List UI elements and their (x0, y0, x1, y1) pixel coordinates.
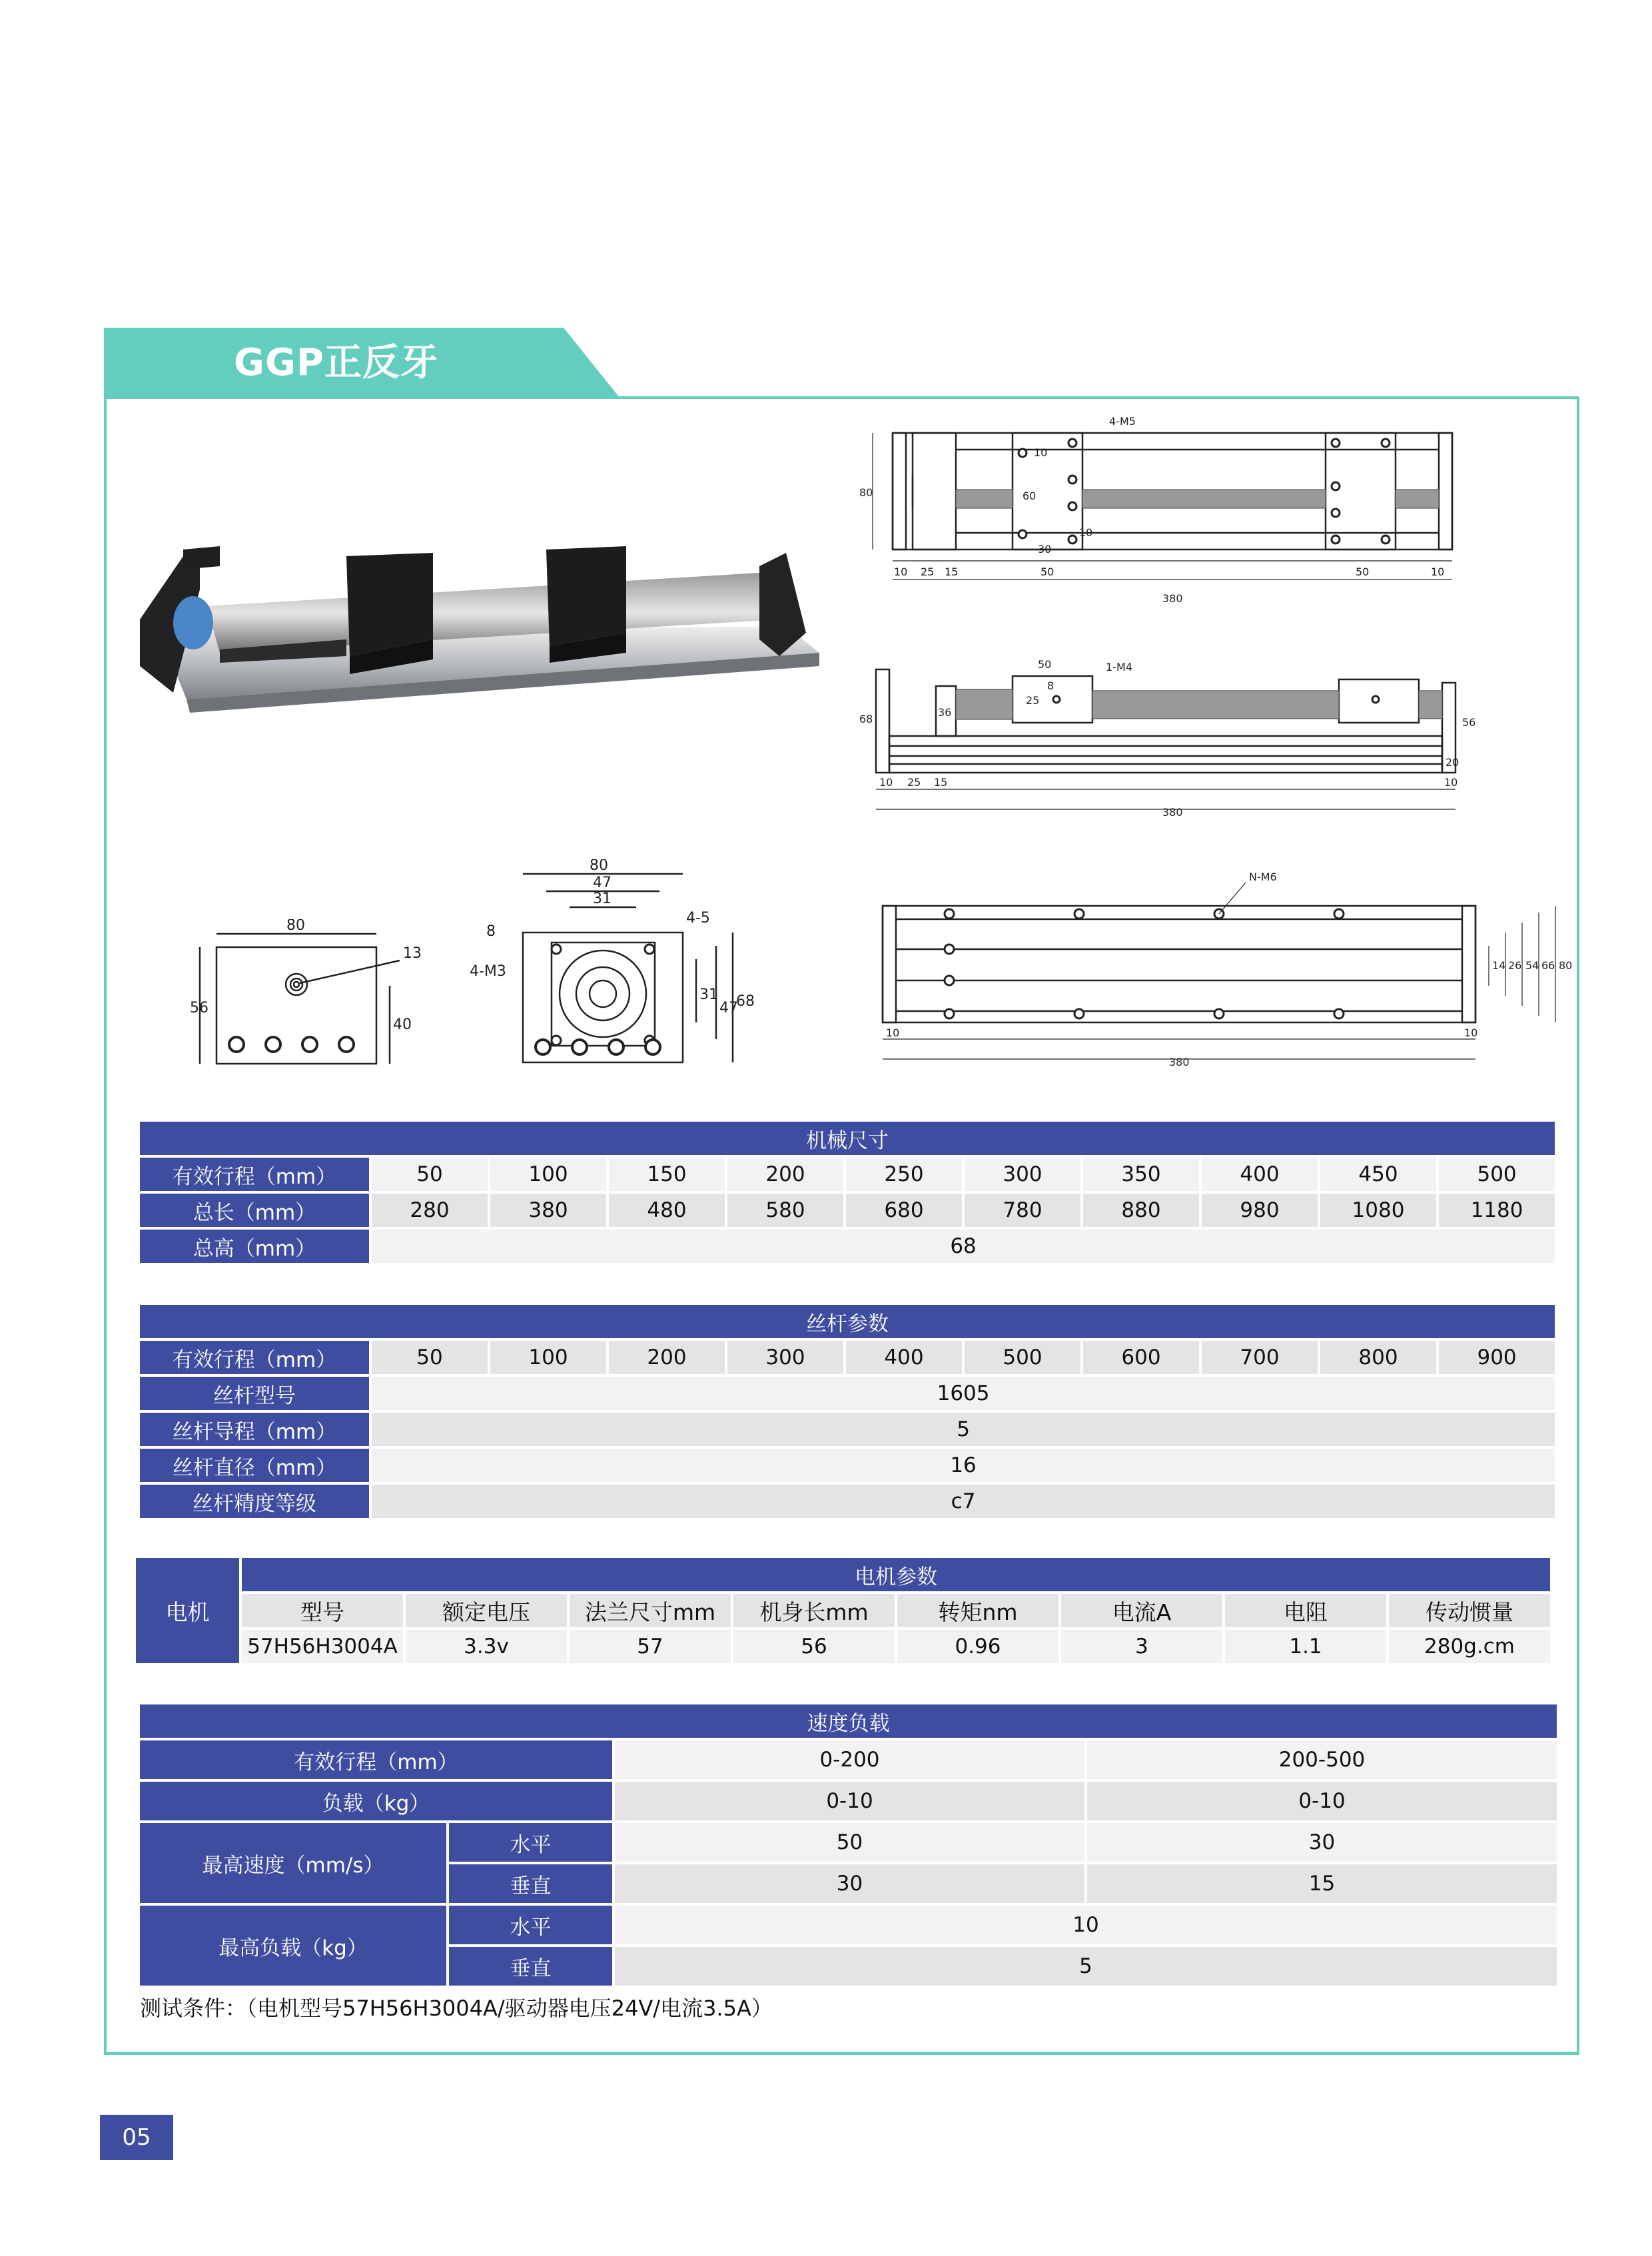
dim-label: 4-M5 (1109, 415, 1136, 428)
dim-label: 54 (1525, 959, 1539, 972)
table-row: 丝杆导程（mm） 5 (140, 1413, 1555, 1446)
table-row: 最高负载（kg） 水平 10 (140, 1906, 1557, 1944)
drawing-end-view-a (187, 919, 433, 1072)
dim-label: 25 (1026, 694, 1040, 707)
dim-label: 36 (938, 706, 952, 719)
table-speed-load (137, 1702, 1559, 1988)
table-row: 垂直 5 (140, 1947, 1557, 1986)
table-title: 速度负载 (140, 1704, 1557, 1738)
dim-label: 15 (945, 565, 959, 578)
table-row: 最高速度（mm/s） 水平 50 30 (140, 1823, 1557, 1862)
table-row: 丝杆型号 1605 (140, 1377, 1555, 1410)
dim-label: 8 (486, 923, 496, 940)
table-row: 总长（mm） 280 380 480 580 680 780 880 980 1080 1180 (140, 1194, 1555, 1227)
dim-label: 31 (593, 891, 612, 907)
dim-label: 13 (403, 945, 422, 962)
dim-label: 10 (1464, 1026, 1478, 1039)
dim-label: 25 (907, 776, 921, 789)
dim-label: 14 (1492, 959, 1506, 972)
table-title: 丝杆参数 (140, 1305, 1555, 1338)
dim-label: 40 (393, 1016, 412, 1033)
dim-label: 10 (1034, 446, 1048, 459)
table-row: 有效行程（mm） 50 100 150 200 250 300 350 400 450 500 (140, 1158, 1555, 1191)
dim-label: 47 (719, 1000, 738, 1016)
dim-label: 380 (1169, 1056, 1190, 1068)
table-row: 57H56H3004A 3.3v 57 56 0.96 3 1.1 280g.cm (136, 1630, 1550, 1663)
dim-label: 56 (1462, 716, 1476, 729)
dim-label: 4-5 (686, 910, 710, 927)
dim-label: 68 (736, 993, 755, 1010)
table-row: 有效行程（mm） 50 100 200 300 400 500 600 700 800 900 (140, 1341, 1555, 1374)
dim-label: 68 (859, 713, 873, 725)
dim-label: 80 (1559, 959, 1573, 972)
table-row: 有效行程（mm） 0-200 200-500 (140, 1740, 1557, 1779)
dim-label: 10 (1444, 776, 1458, 789)
dim-label: 50 (1038, 658, 1052, 671)
dim-label: 47 (593, 875, 612, 891)
dim-label: 26 (1508, 959, 1522, 972)
dim-label: 20 (1446, 756, 1459, 769)
table-title: 电机参数 (242, 1558, 1550, 1591)
dim-label: 50 (1040, 565, 1054, 578)
table-mechanical (137, 1119, 1557, 1266)
dim-label: 56 (190, 1000, 208, 1016)
dim-label: 66 (1541, 959, 1555, 972)
table-row: 型号 额定电压 法兰尺寸mm 机身长mm 转矩nm 电流A 电阻 传动惯量 (136, 1594, 1550, 1627)
table-screw (137, 1302, 1557, 1521)
drawing-top-view (859, 413, 1492, 613)
page-title: GGP正反牙 (234, 341, 438, 384)
dim-label: 25 (921, 565, 935, 578)
drawing-side-view (859, 649, 1492, 823)
dim-label: N-M6 (1249, 871, 1277, 883)
table-motor (133, 1555, 1553, 1666)
dim-label: 80 (286, 919, 305, 934)
dim-label: 8 (1047, 679, 1054, 692)
dim-label: 60 (1023, 490, 1036, 502)
dim-label: 1-M4 (1106, 661, 1132, 673)
dim-label: 380 (1162, 592, 1183, 605)
dim-label: 10 (886, 1026, 900, 1039)
dim-label: 10 (879, 776, 893, 789)
page-number: 05 (100, 2115, 173, 2160)
drawing-end-view-b (460, 859, 766, 1072)
table-row: 负载（kg） 0-10 0-10 (140, 1782, 1557, 1820)
dim-label: 15 (934, 776, 948, 789)
dim-label: 380 (1162, 806, 1183, 819)
product-photo (120, 526, 826, 726)
dim-label: 50 (1356, 565, 1370, 578)
dim-label: 10 (894, 565, 908, 578)
table-row: 垂直 30 15 (140, 1864, 1557, 1903)
dim-label: 80 (590, 859, 608, 874)
table-row: 丝杆精度等级 c7 (140, 1485, 1555, 1518)
table-title: 机械尺寸 (140, 1122, 1555, 1155)
table-row: 总高（mm） 68 (140, 1230, 1555, 1263)
dim-label: 4-M3 (470, 963, 506, 980)
dim-label: 31 (699, 986, 718, 1003)
motor-side-label: 电机 (136, 1558, 239, 1663)
dim-label: 10 (1079, 526, 1093, 539)
section-title-bar (104, 328, 620, 398)
test-conditions-note: 测试条件：（电机型号57H56H3004A/驱动器电压24V/电流3.5A） (140, 1996, 773, 2021)
drawing-bottom-view (866, 866, 1579, 1072)
dim-label: 80 (859, 486, 873, 499)
dim-label: 10 (1431, 565, 1445, 578)
dim-label: 30 (1038, 543, 1052, 556)
table-row: 丝杆直径（mm） 16 (140, 1449, 1555, 1482)
